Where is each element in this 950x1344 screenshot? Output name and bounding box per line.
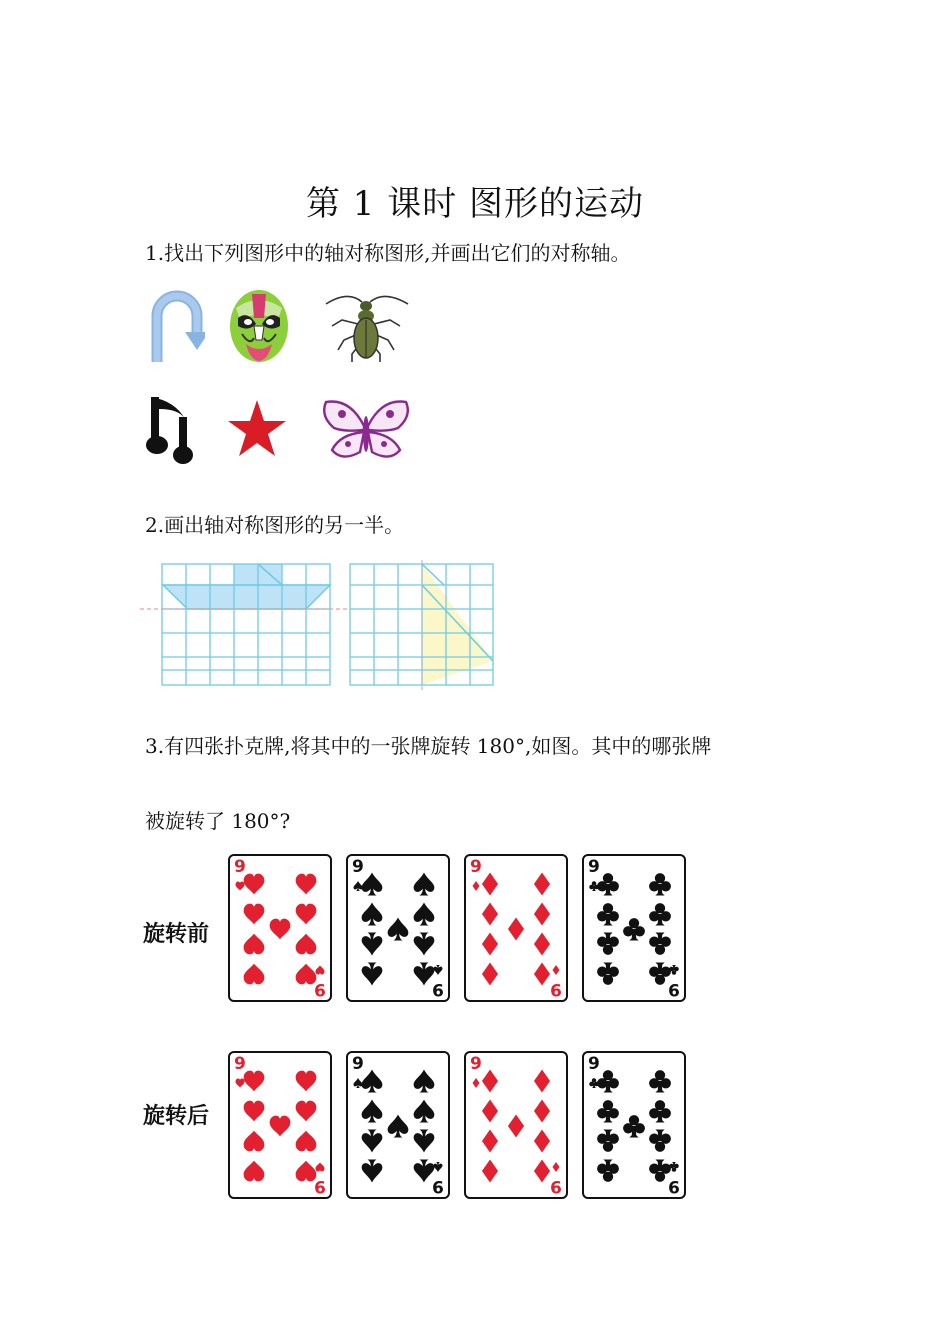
playing-card-club-after [582, 1051, 686, 1199]
question-2-text: 2.画出轴对称图形的另一半。 [145, 513, 405, 537]
left-grid-boat-hull [163, 585, 330, 609]
playing-card-heart-before [228, 854, 332, 1002]
playing-card-club-before [582, 854, 686, 1002]
card-rank-top: 9 [470, 857, 482, 877]
after-rotation-label: 旋转后 [143, 1103, 210, 1129]
music-note-icon [145, 393, 197, 465]
symmetry-grids [140, 560, 505, 692]
card-rank-bottom: 9 [550, 979, 562, 999]
card-rank-top: 9 [470, 1054, 482, 1074]
playing-card-diamond-after [464, 1051, 568, 1199]
card-rank-bottom: 9 [314, 979, 326, 999]
playing-card-spade-after [346, 1051, 450, 1199]
red-star-icon [225, 398, 289, 460]
right-grid-half-shape [422, 564, 493, 685]
card-rank-top: 9 [352, 1054, 364, 1074]
playing-card-heart-after [228, 1051, 332, 1199]
card-rank-top: 9 [588, 1054, 600, 1074]
card-rank-bottom: 9 [432, 1176, 444, 1196]
card-rank-top: 9 [352, 857, 364, 877]
card-rank-bottom: 9 [550, 1176, 562, 1196]
question-3-text-line-2: 被旋转了 180°? [145, 809, 291, 833]
u-turn-arrow-icon [145, 288, 205, 366]
beetle-icon [318, 288, 414, 364]
card-rank-top: 9 [588, 857, 600, 877]
playing-card-diamond-before [464, 854, 568, 1002]
card-rank-bottom: 9 [668, 1176, 680, 1196]
card-rank-top: 9 [234, 1054, 246, 1074]
question-3-text-line-1: 3.有四张扑克牌,将其中的一张牌旋转 180°,如图。其中的哪张牌 [145, 734, 712, 758]
question-1-text: 1.找出下列图形中的轴对称图形,并画出它们的对称轴。 [145, 241, 631, 265]
card-rank-bottom: 9 [432, 979, 444, 999]
card-rank-bottom: 9 [314, 1176, 326, 1196]
opera-mask-icon [228, 288, 290, 364]
playing-card-spade-before [346, 854, 450, 1002]
card-rank-top: 9 [234, 857, 246, 877]
before-rotation-label: 旋转前 [143, 921, 210, 947]
butterfly-icon [320, 396, 412, 462]
page-title: 第 1 课时 图形的运动 [305, 184, 645, 224]
card-rank-bottom: 9 [668, 979, 680, 999]
